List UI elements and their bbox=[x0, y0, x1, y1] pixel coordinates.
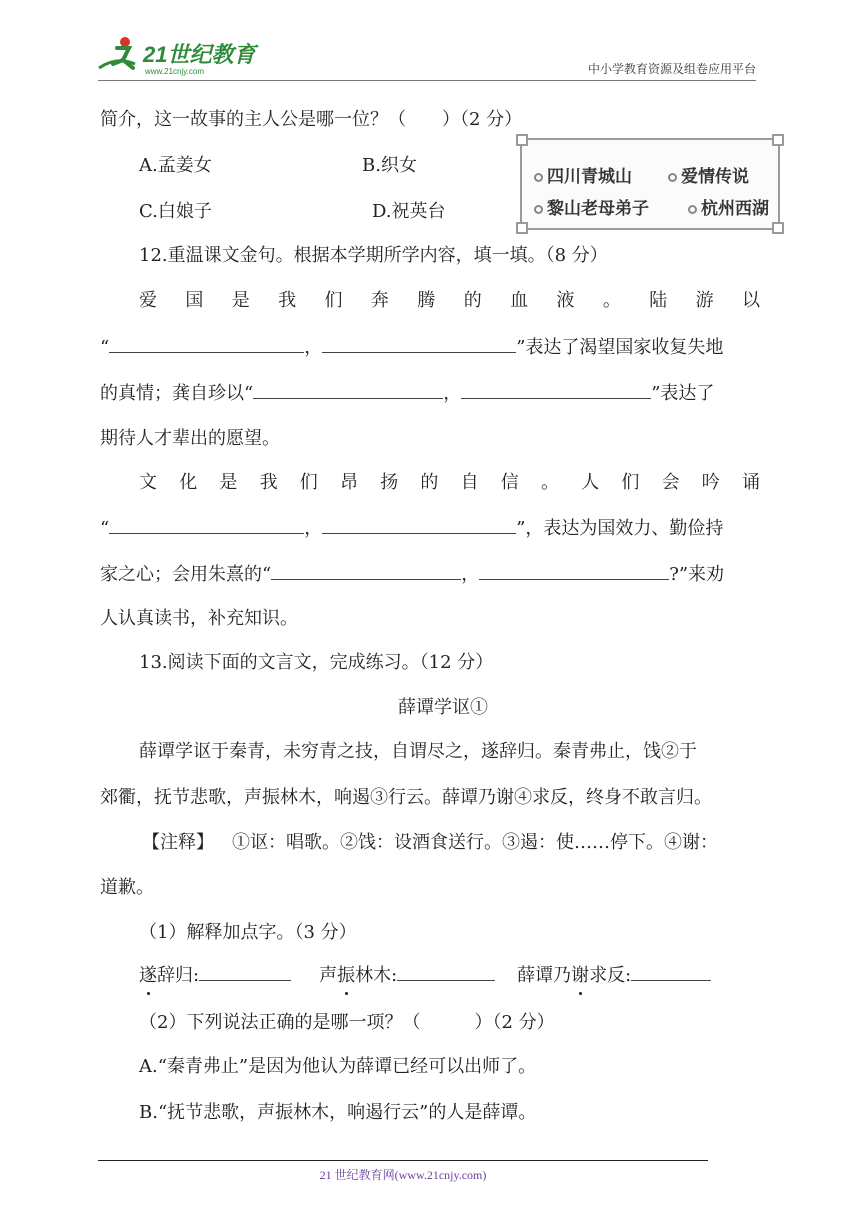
q12-p1-line2: “ ， ”表达了渴望国家收复失地 bbox=[100, 334, 723, 361]
keyword-tag: 杭州西湖 bbox=[688, 194, 769, 219]
q12-title: 12.重温课文金句。根据本学期所学内容，填一填。（8 分） bbox=[139, 245, 608, 266]
q12-p1-line1: 爱国是我们奔腾的血液。陆游以 bbox=[139, 290, 760, 311]
header-tagline: 中小学教育资源及组卷应用平台 bbox=[587, 62, 756, 76]
fill-blank[interactable] bbox=[109, 515, 304, 534]
bullet-icon bbox=[668, 173, 677, 182]
q11-option-a: A.孟姜女 bbox=[139, 155, 212, 176]
sub2-title: （2）下列说法正确的是哪一项？（ ）（2 分） bbox=[139, 1012, 555, 1033]
notes-line: 【注释】 ①讴：唱歌。②饯：设酒食送行。③遏：使……停下。④谢： bbox=[142, 832, 718, 853]
logo-url: www.21cnjy.com bbox=[145, 67, 204, 76]
logo-text: 21世纪教育 bbox=[143, 42, 256, 67]
notes-line: 道歉。 bbox=[100, 877, 154, 898]
fill-blank[interactable] bbox=[479, 561, 669, 580]
fill-blank[interactable] bbox=[322, 334, 516, 353]
dotted-char: 遂 bbox=[139, 963, 157, 989]
bullet-icon bbox=[688, 205, 697, 214]
header-divider bbox=[98, 80, 756, 81]
sub1-items: 遂辞归: 声振林木: 薛谭乃谢求反: bbox=[139, 962, 711, 989]
keyword-card bbox=[520, 138, 780, 230]
bullet-icon bbox=[534, 173, 543, 182]
dotted-char: 振 bbox=[337, 963, 355, 989]
q12-p1-line4: 期待人才辈出的愿望。 bbox=[100, 428, 280, 449]
fill-blank[interactable] bbox=[109, 334, 304, 353]
fill-blank[interactable] bbox=[397, 962, 495, 981]
footer-link[interactable]: 21 世纪教育网(www.21cnjy.com) bbox=[319, 1168, 487, 1182]
notes-label: 【注释】 bbox=[142, 832, 214, 853]
q12-p2-line2: “ ， ”，表达为国效力、勤俭持 bbox=[100, 515, 723, 542]
q12-p2-line3: 家之心；会用朱熹的“ ， ?”来劝 bbox=[100, 561, 724, 588]
q11-stem: 简介，这一故事的主人公是哪一位？（ ）（2 分） bbox=[100, 109, 523, 130]
keyword-tag: 黎山老母弟子 bbox=[534, 194, 649, 219]
fill-blank[interactable] bbox=[322, 515, 516, 534]
site-logo bbox=[95, 34, 265, 78]
card-corner bbox=[516, 134, 528, 146]
bullet-icon bbox=[534, 205, 543, 214]
fill-blank[interactable] bbox=[461, 380, 651, 399]
q12-p2-line1: 文化是我们昂扬的自信。人们会吟诵 bbox=[139, 472, 760, 493]
footer-divider bbox=[98, 1160, 708, 1161]
sub1-title: （1）解释加点字。（3 分） bbox=[139, 922, 357, 943]
dotted-char: 谢 bbox=[571, 963, 589, 989]
keyword-tag: 爱情传说 bbox=[668, 162, 749, 187]
sub2-option-b: B.“抚节悲歌，声振林木，响遏行云”的人是薛谭。 bbox=[139, 1102, 537, 1123]
passage-line: 郊衢，抚节悲歌，声振林木，响遏③行云。薛谭乃谢④求反，终身不敢言归。 bbox=[100, 787, 712, 808]
fill-blank[interactable] bbox=[253, 380, 443, 399]
q11-option-c: C.白娘子 bbox=[139, 201, 212, 222]
card-corner bbox=[772, 222, 784, 234]
card-corner bbox=[772, 134, 784, 146]
fill-blank[interactable] bbox=[631, 962, 711, 981]
card-corner bbox=[516, 222, 528, 234]
fill-blank[interactable] bbox=[271, 561, 461, 580]
fill-blank[interactable] bbox=[199, 962, 291, 981]
keyword-tag: 四川青城山 bbox=[534, 162, 632, 187]
q11-option-b: B.织女 bbox=[362, 155, 417, 176]
passage-line: 薛谭学讴于秦青，未穷青之技，自谓尽之，遂辞归。秦青弗止，饯②于 bbox=[139, 741, 697, 762]
q12-p2-line4: 人认真读书，补充知识。 bbox=[100, 608, 298, 629]
q13-title: 13.阅读下面的文言文，完成练习。（12 分） bbox=[139, 652, 494, 673]
q11-option-d: D.祝英台 bbox=[372, 201, 446, 222]
passage-title: 薛谭学讴① bbox=[398, 697, 488, 718]
sub2-option-a: A.“秦青弗止”是因为他认为薛谭已经可以出师了。 bbox=[139, 1056, 537, 1077]
q12-p1-line3: 的真情；龚自珍以“ ， ”表达了 bbox=[100, 380, 714, 407]
